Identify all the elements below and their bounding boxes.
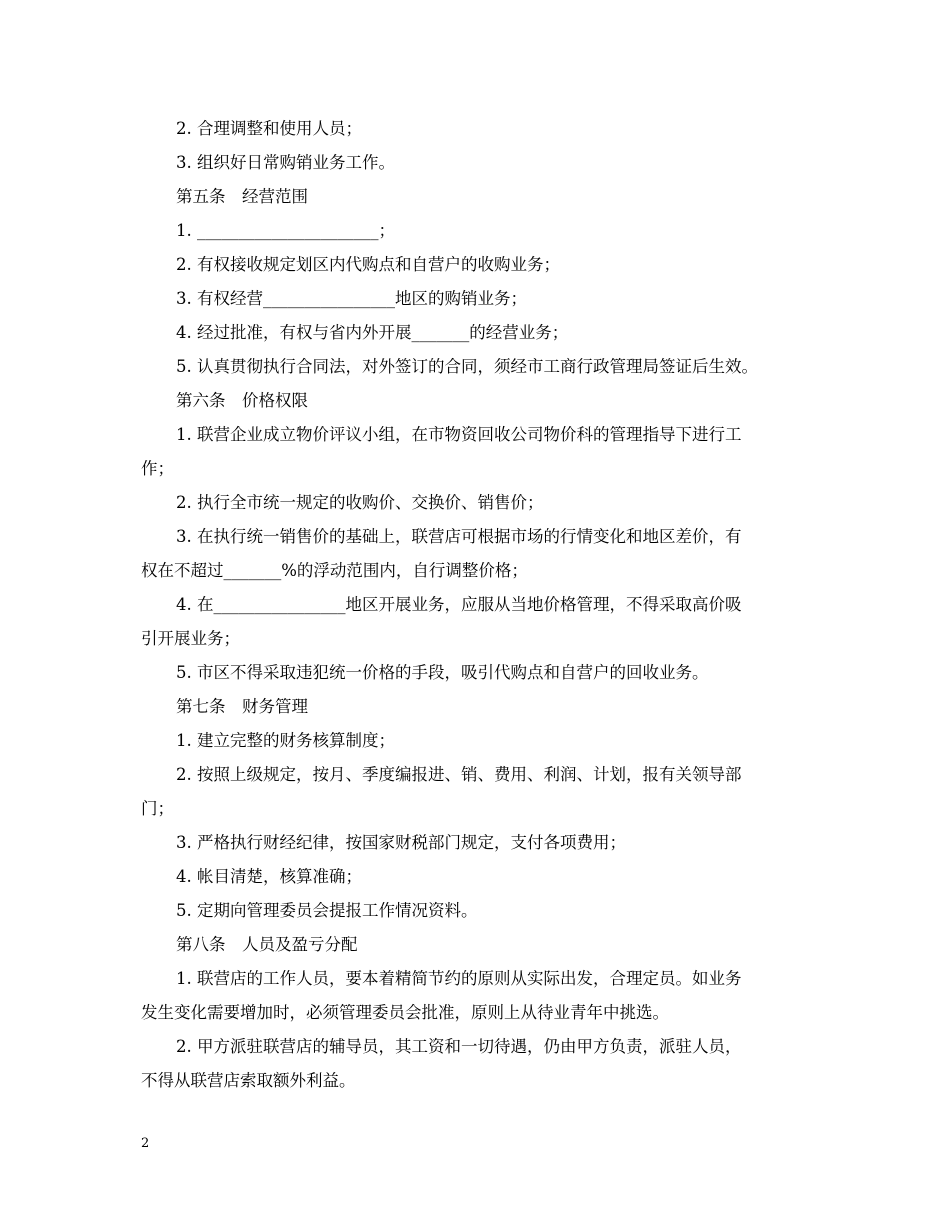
text-line: 1. ______________________； bbox=[176, 221, 395, 240]
text-line: 作； bbox=[141, 459, 174, 478]
text-line: 4. 帐目清楚，核算准确； bbox=[176, 867, 362, 886]
text-line: 第七条 财务管理 bbox=[176, 697, 308, 716]
text-line: 3. 严格执行财经纪律，按国家财税部门规定，支付各项费用； bbox=[176, 833, 626, 852]
text-line: 2. 按照上级规定，按月、季度编报进、销、费用、利润、计划，报有关领导部 bbox=[176, 765, 742, 784]
text-line: 5. 定期向管理委员会提报工作情况资料。 bbox=[176, 901, 478, 920]
text-line: 2. 有权接收规定划区内代购点和自营户的收购业务； bbox=[176, 255, 560, 274]
text-line: 1. 联营店的工作人员，要本着精简节约的原则从实际出发，合理定员。如业务 bbox=[176, 969, 742, 988]
text-line: 3. 组织好日常购销业务工作。 bbox=[176, 153, 395, 172]
text-line: 门； bbox=[141, 799, 174, 818]
document-body bbox=[141, 112, 821, 1098]
text-line: 4. 经过批准，有权与省内外开展_______的经营业务； bbox=[176, 323, 569, 342]
text-line: 第六条 价格权限 bbox=[176, 391, 308, 410]
text-line: 不得从联营店索取额外利益。 bbox=[141, 1071, 356, 1090]
text-line: 5. 市区不得采取违犯统一价格的手段，吸引代购点和自营户的回收业务。 bbox=[176, 663, 709, 682]
text-line: 2. 合理调整和使用人员； bbox=[176, 119, 362, 138]
text-line: 1. 联营企业成立物价评议小组，在市物资回收公司物价科的管理指导下进行工 bbox=[176, 425, 742, 444]
text-line: 3. 在执行统一销售价的基础上，联营店可根据市场的行情变化和地区差价，有 bbox=[176, 527, 742, 546]
text-line: 5. 认真贯彻执行合同法，对外签订的合同，须经市工商行政管理局签证后生效。 bbox=[176, 357, 758, 376]
page-number: 2 bbox=[141, 1136, 150, 1151]
text-line: 4. 在________________地区开展业务，应服从当地价格管理，不得采取高价吸 bbox=[176, 595, 742, 614]
text-line: 第五条 经营范围 bbox=[176, 187, 308, 206]
text-line: 2. 执行全市统一规定的收购价、交换价、销售价； bbox=[176, 493, 544, 512]
text-line: 引开展业务； bbox=[141, 629, 240, 648]
text-line: 2. 甲方派驻联营店的辅导员，其工资和一切待遇，仍由甲方负责，派驻人员， bbox=[176, 1037, 742, 1056]
text-line: 3. 有权经营________________地区的购销业务； bbox=[176, 289, 527, 308]
text-line: 第八条 人员及盈亏分配 bbox=[176, 935, 358, 954]
text-line: 1. 建立完整的财务核算制度； bbox=[176, 731, 395, 750]
text-line: 发生变化需要增加时，必须管理委员会批准，原则上从待业青年中挑选。 bbox=[141, 1003, 669, 1022]
text-line: 权在不超过_______%的浮动范围内，自行调整价格； bbox=[141, 561, 528, 580]
